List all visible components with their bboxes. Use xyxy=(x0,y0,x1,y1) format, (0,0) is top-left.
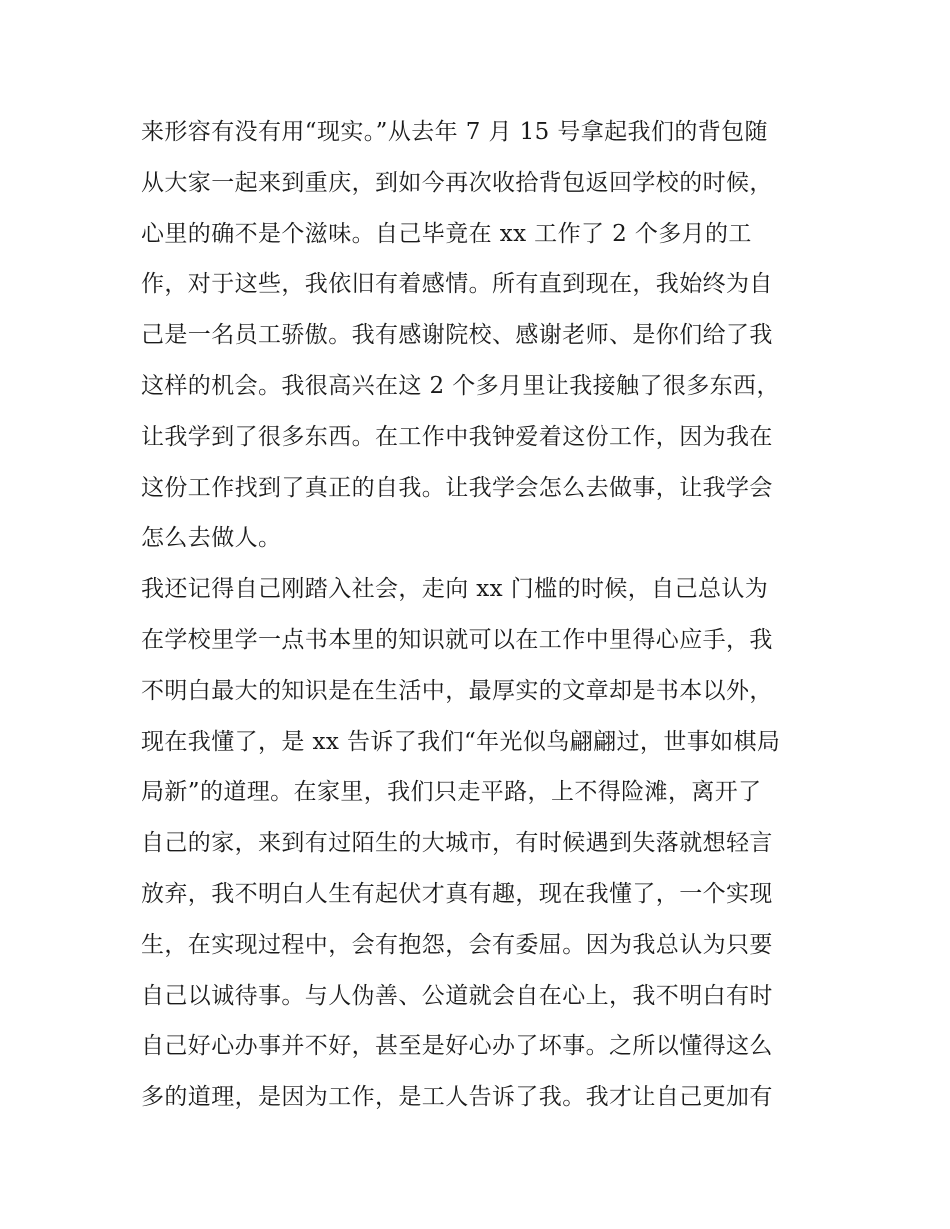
text-line: 不明白最大的知识是在生活中，最厚实的文章却是书本以外， xyxy=(141,677,773,704)
text-line: 自己好心办事并不好，甚至是好心办了坏事。之所以懂得这么 xyxy=(141,1033,773,1060)
text-line: 这份工作找到了真正的自我。让我学会怎么去做事，让我学会 xyxy=(141,474,773,501)
text-line: 多的道理，是因为工作，是工人告诉了我。我才让自己更加有 xyxy=(141,1084,773,1111)
text-line: 来形容有没有用“现实。”从去年 7 月 15 号拿起我们的背包随 xyxy=(141,119,768,145)
text-line: 现在我懂了，是 xx 告诉了我们“年光似鸟翩翩过，世事如棋局 xyxy=(141,728,781,755)
text-line: 作，对于这些，我依旧有着感情。所有直到现在，我始终为自 xyxy=(141,271,773,298)
text-line: 放弃，我不明白人生有起伏才真有趣，现在我懂了，一个实现 xyxy=(141,880,773,907)
text-line: 这样的机会。我很高兴在这 2 个多月里让我接触了很多东西， xyxy=(141,372,780,399)
text-line: 己是一名员工骄傲。我有感谢院校、感谢老师、是你们给了我 xyxy=(141,322,773,349)
text-line: 生，在实现过程中，会有抱怨，会有委屈。因为我总认为只要 xyxy=(141,931,773,958)
text-line: 自己的家，来到有过陌生的大城市，有时候遇到失落就想轻言 xyxy=(141,830,773,857)
text-line: 从大家一起来到重庆，到如今再次收拾背包返回学校的时候， xyxy=(141,169,773,196)
text-line: 局新”的道理。在家里，我们只走平路，上不得险滩，离开了 xyxy=(141,779,762,806)
text-line: 心里的确不是个滋味。自己毕竟在 xx 工作了 2 个多月的工 xyxy=(141,220,752,247)
text-line: 自己以诚待事。与人伪善、公道就会自在心上，我不明白有时 xyxy=(141,982,773,1009)
text-line: 怎么去做人。 xyxy=(141,525,282,552)
text-line: 让我学到了很多东西。在工作中我钟爱着这份工作，因为我在 xyxy=(141,423,773,450)
text-line: 我还记得自己刚踏入社会，走向 xx 门槛的时候，自己总认为 xyxy=(141,576,769,603)
text-line: 在学校里学一点书本里的知识就可以在工作中里得心应手，我 xyxy=(141,626,773,653)
body-text xyxy=(141,107,821,1123)
